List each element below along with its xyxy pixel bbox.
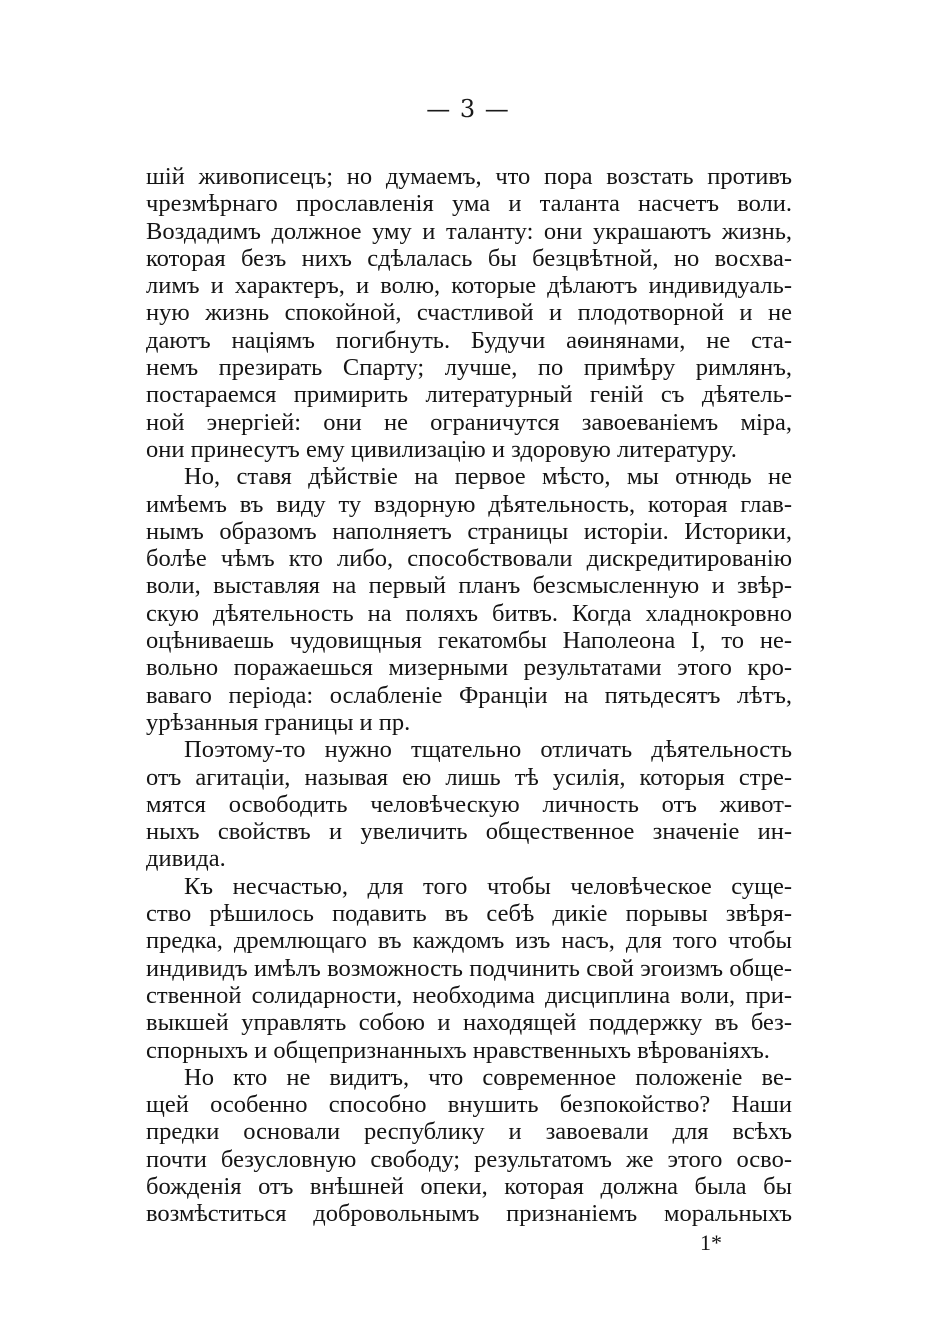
signature-mark: 1*: [700, 1230, 722, 1255]
text-line: почти безусловную свободу; результатомъ же этого осво-: [146, 1145, 792, 1173]
text-line: немъ презирать Спарту; лучше, по примѣру римлянъ,: [146, 354, 792, 382]
text-line: воли, выставляя на первый планъ безсмысленную и звѣр-: [146, 572, 792, 600]
text-line: предки основали республику и завоевали для всѣхъ: [146, 1118, 792, 1146]
text-line: спорныхъ и общепризнанныхъ нравственныхъ вѣрованіяхъ.: [146, 1036, 770, 1064]
text-line: вольно поражаешься мизерными результатами этого кро-: [146, 654, 792, 682]
text-line: ныхъ свойствъ и увеличить общественное значеніе ин-: [146, 818, 792, 846]
text-line: Воздадимъ должное уму и таланту: они украшаютъ жизнь,: [146, 217, 792, 245]
text-line: ной энергіей: они не ограничутся завоеваніемъ міра,: [146, 408, 792, 436]
text-line: выкшей управлять собою и находящей поддержку въ без-: [146, 1009, 792, 1037]
text-line: скую дѣятельность на поляхъ битвъ. Когда хладнокровно: [146, 599, 792, 627]
text-line: лимъ и характеръ, и волю, которые дѣлаютъ индивидуаль-: [146, 272, 792, 300]
text-line: чрезмѣрнаго прославленія ума и таланта насчетъ воли.: [146, 190, 792, 218]
text-line: предка, дремлющаго въ каждомъ изъ насъ, для того чтобы: [146, 927, 792, 955]
text-line: возмѣститься добровольнымъ признаніемъ моральныхъ: [146, 1200, 792, 1228]
text-line: Но кто не видитъ, что современное положеніе ве-: [184, 1063, 792, 1091]
text-line: болѣе чѣмъ кто либо, способствовали дискредитированію: [146, 545, 792, 573]
text-line: Но, ставя дѣйствіе на первое мѣсто, мы отнюдь не: [184, 463, 792, 491]
text-line: ваваго періода: ослабленіе Франціи на пятьдесятъ лѣтъ,: [146, 681, 792, 709]
page-number: — 3 —: [426, 95, 510, 123]
text-line: урѣзанныя границы и пр.: [146, 708, 411, 736]
text-line: дивида.: [146, 845, 226, 873]
text-line: ственной солидарности, необходима дисциплина воли, при-: [146, 981, 792, 1009]
text-line: божденія отъ внѣшней опеки, которая должна была бы: [146, 1172, 792, 1200]
text-line: которая безъ нихъ сдѣлалась бы безцвѣтной, но восхва-: [146, 244, 792, 272]
text-line: оцѣниваешь чудовищныя гекатомбы Наполеона I, то не-: [146, 627, 792, 655]
text-line: отъ агитаціи, называя ею лишь тѣ усилія, которыя стре-: [146, 763, 792, 791]
text-line: мятся освободить человѣческую личность отъ живот-: [146, 790, 792, 818]
text-line: щей особенно способно внушить безпокойство? Наши: [146, 1091, 792, 1119]
text-line: имѣемъ въ виду ту вздорную дѣятельность, которая глав-: [146, 490, 792, 518]
body-text: [146, 163, 792, 1228]
text-line: даютъ націямъ погибнуть. Будучи аѳинянами, не ста-: [146, 326, 792, 354]
text-line: Къ несчастью, для того чтобы человѣческое суще-: [184, 872, 792, 900]
text-line: шій живописецъ; но думаемъ, что пора возстать противъ: [146, 163, 792, 190]
text-line: Поэтому-то нужно тщательно отличать дѣятельность: [184, 736, 792, 764]
text-line: постараемся примирить литературный геній съ дѣятель-: [146, 381, 792, 409]
text-line: они принесутъ ему цивилизацію и здоровую литературу.: [146, 435, 737, 463]
text-line: ную жизнь спокойной, счастливой и плодотворной и не: [146, 299, 792, 327]
text-line: индивидъ имѣлъ возможность подчинить свой эгоизмъ обще-: [146, 954, 792, 982]
text-line: нымъ образомъ наполняетъ страницы исторіи. Историки,: [146, 517, 792, 545]
text-line: ство рѣшилось подавить въ себѣ дикіе порывы звѣря-: [146, 900, 792, 928]
